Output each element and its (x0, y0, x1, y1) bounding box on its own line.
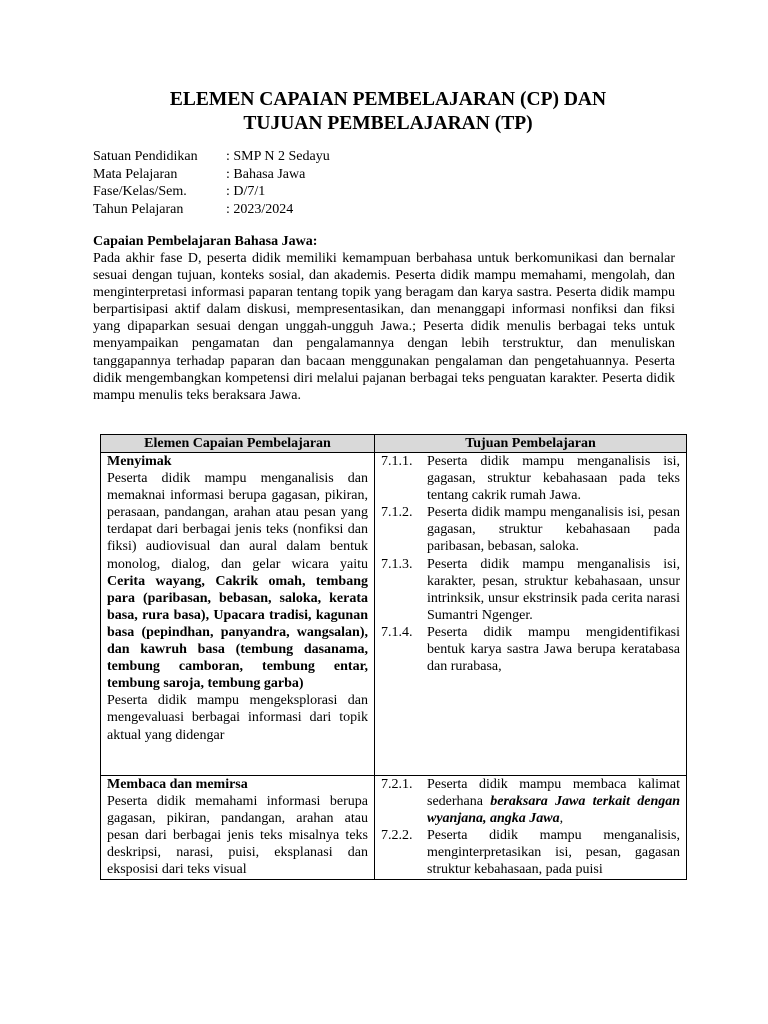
element-name: Menyimak (107, 454, 172, 469)
table-row (101, 776, 687, 880)
tp-text (427, 776, 680, 827)
meta-row-school (93, 148, 330, 166)
tp-number: 7.1.2. (381, 505, 413, 521)
tp-number: 7.2.2. (381, 828, 413, 844)
document-meta (93, 148, 330, 218)
element-description: Peserta didik memahami informasi berupa gagasan, pikiran, pandangan, arahan atau pesan dari berbagai jenis teks misalnya teks deskripsi, narasi, puisi, eksplanasi dan eksposisi dari teks visual (107, 794, 368, 878)
tp-item (381, 504, 680, 555)
meta-value: : D/7/1 (226, 184, 266, 199)
tp-cell (375, 776, 687, 880)
tp-number: 7.1.1. (381, 454, 413, 469)
element-description-extra: Peserta didik mampu mengeksplorasi dan mengevaluasi berbagai informasi dari topik aktual yang didengar (107, 693, 368, 743)
tp-text: Peserta didik mampu menganalisis isi, pesan gagasan, struktur kebahasaan pada paribasan, bebasan, saloka. (427, 505, 680, 555)
tp-text: Peserta didik mampu menganalisis, menginterpretasikan isi, pesan, gagasan struktur kebahasaan, pada puisi (427, 828, 680, 878)
tp-text: Peserta didik mampu mengidentifikasi bentuk karya sastra Jawa berupa keratabasa dan rurabasa, (427, 624, 680, 675)
table-row (101, 453, 687, 776)
title-line-1: ELEMEN CAPAIAN PEMBELAJARAN (CP) DAN (169, 89, 607, 110)
meta-label: Fase/Kelas/Sem. (93, 184, 187, 199)
tp-number: 7.1.3. (381, 556, 413, 572)
cp-tp-table (100, 434, 687, 880)
tp-text: Peserta didik mampu menganalisis isi, gagasan, struktur kebahasaan pada teks tentang cakrik rumah Jawa. (427, 454, 680, 504)
document-title (93, 88, 683, 136)
meta-row-subject (93, 166, 330, 184)
tp-item (381, 776, 680, 827)
table-header-row (101, 435, 687, 453)
meta-row-phase (93, 183, 330, 201)
cp-heading: Capaian Pembelajaran Bahasa Jawa: (93, 234, 318, 249)
element-description (107, 470, 368, 692)
meta-row-year (93, 201, 330, 219)
tp-text: Peserta didik mampu menganalisis isi, karakter, pesan, struktur kebahasaan, unsur intrinksik, unsur ekstrinsik pada cerita narasi Sumantri Ngenger. (427, 556, 680, 623)
meta-label: Mata Pelajaran (93, 166, 178, 182)
element-cell (101, 776, 375, 880)
column-header-tp: Tujuan Pembelajaran (375, 435, 687, 453)
tp-item (381, 556, 680, 624)
element-description-bold: Cerita wayang, Cakrik omah, tembang para (paribasan, bebasan, saloka, kerata basa, rura basa), Upacara tradisi, kagunan basa (pepindhan, panyandra, wangsalan), dan kawruh basa (tembung dasanama, tembung camboran, tembung entar, tembung saroja, tembung garba) (107, 573, 368, 692)
element-name: Membaca dan memirsa (107, 777, 248, 792)
tp-text-bold-italic: beraksara Jawa terkait dengan wyanjana, angka Jawa (427, 794, 681, 827)
element-description-text: Peserta didik mampu menganalisis dan memaknai informasi berupa gagasan, pikiran, perasaan, pandangan, arahan atau pesan yang terdapat dari berbagai jenis teks (nonfiksi dan fiksi) audiovisual dan aural dalam bentuk monolog, dialog, dan gelar wicara yaitu (107, 471, 368, 572)
column-header-element: Elemen Capaian Pembelajaran (101, 435, 375, 453)
tp-text-end: , (559, 811, 564, 827)
element-cell (101, 453, 375, 776)
meta-value: : 2023/2024 (226, 201, 294, 217)
tp-number: 7.2.1. (381, 777, 413, 792)
meta-label: Tahun Pelajaran (93, 201, 184, 217)
tp-number: 7.1.4. (381, 624, 413, 640)
cp-paragraph: Pada akhir fase D, peserta didik memiliki kemampuan berbahasa untuk berkomunikasi dan bernalar sesuai dengan tujuan, konteks sosial, dan akademis. Peserta didik mampu memahami, mengolah, dan menginterpretasi informasi paparan tentang topik yang beragam dan karya sastra. Peserta didik mampu berpartisipasi aktif dalam diskusi, mempresentasikan, dan menanggapi informasi nonfiksi dan fiksi yang dipaparkan sesuai dengan unggah-ungguh Jawa.; Peserta didik menulis berbagai teks untuk menyampaikan pengamatan dan pengalamannya dengan lebih terstruktur, dan menuliskan tanggapannya terhadap paparan dan bacaan menggunakan pengalaman dan pengetahuannya. Peserta didik mengembangkan kompetensi diri melalui pajanan berbagai teks penguatan karakter. Peserta didik mampu menulis teks beraksara Jawa. (93, 251, 675, 403)
meta-value: : SMP N 2 Sedayu (226, 149, 330, 164)
tp-item (381, 827, 680, 878)
tp-item (381, 453, 680, 504)
tp-text-plain: Peserta didik mampu membaca kalimat sederhana (427, 777, 680, 810)
tp-cell (375, 453, 687, 776)
title-line-2: TUJUAN PEMBELAJARAN (TP) (243, 113, 533, 134)
meta-value: : Bahasa Jawa (226, 166, 306, 182)
meta-label: Satuan Pendidikan (93, 149, 198, 164)
tp-item (381, 624, 680, 675)
